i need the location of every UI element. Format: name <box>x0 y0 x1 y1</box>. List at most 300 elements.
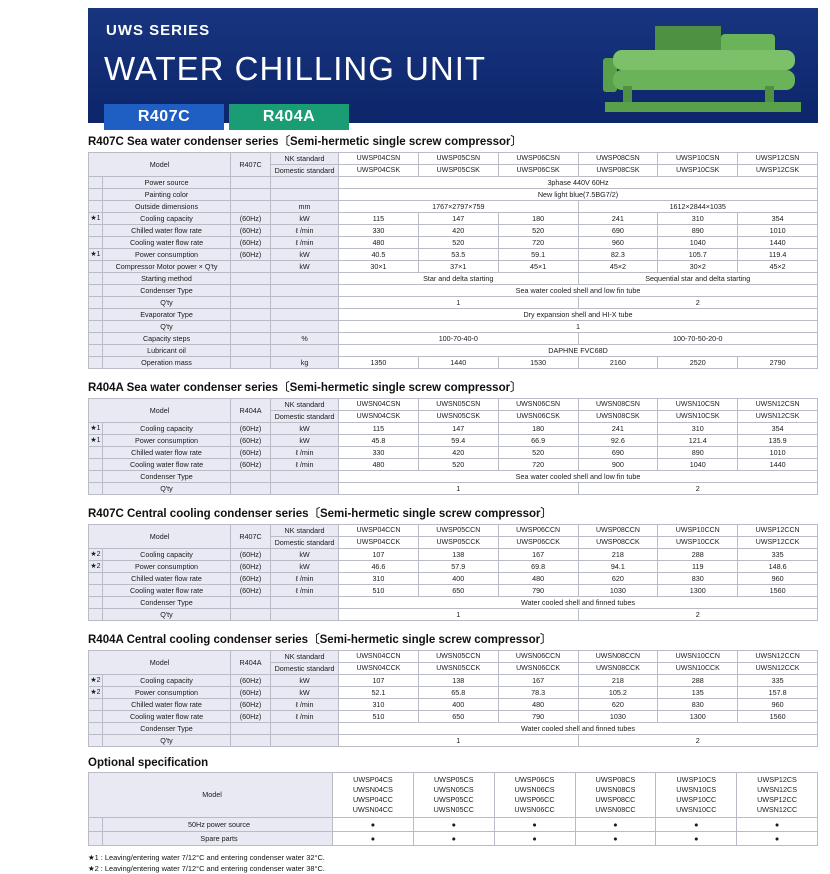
row-value: 480 <box>339 459 419 471</box>
table-row <box>89 249 818 261</box>
table-row <box>89 471 818 483</box>
row-value: 288 <box>658 675 738 687</box>
table-row <box>89 345 818 357</box>
model-code: UWSP08CCN <box>578 525 658 537</box>
row-unit: ℓ /min <box>271 225 339 237</box>
row-star: ★1 <box>89 213 103 225</box>
row-value: Sea water cooled shell and low fin tube <box>339 471 818 483</box>
row-value: 650 <box>418 585 498 597</box>
row-value: 1612×2844×1035 <box>578 201 817 213</box>
row-value: 520 <box>418 459 498 471</box>
row-frequency: (60Hz) <box>231 237 271 249</box>
row-value: 520 <box>418 237 498 249</box>
model-code: UWSP04CSN <box>339 153 419 165</box>
optional-model-codes: UWSP10CS UWSN10CS UWSP10CC UWSN10CC <box>656 773 737 818</box>
row-value: 119.4 <box>738 249 818 261</box>
row-star <box>89 321 103 333</box>
table-row <box>89 285 818 297</box>
row-frequency <box>231 309 271 321</box>
row-unit: kW <box>271 435 339 447</box>
row-star <box>89 597 103 609</box>
model-code: UWSP10CCK <box>658 537 738 549</box>
row-value: 66.9 <box>498 435 578 447</box>
section-title: R407C Central cooling condenser series〔Semi-hermetic single screw compressor〕 <box>88 508 553 520</box>
row-label: Power consumption <box>103 249 231 261</box>
row-star <box>89 471 103 483</box>
row-label: Condenser Type <box>103 285 231 297</box>
row-value: 790 <box>498 585 578 597</box>
row-value: 1560 <box>738 711 818 723</box>
model-code: UWSP05CCK <box>418 537 498 549</box>
row-value: 2520 <box>658 357 738 369</box>
optional-model-codes: UWSP04CS UWSN04CS UWSP04CC UWSN04CC <box>333 773 414 818</box>
row-label: Starting method <box>103 273 231 285</box>
refrigerant-header: R407C <box>231 153 271 177</box>
table-row <box>89 459 818 471</box>
row-value: 138 <box>418 675 498 687</box>
model-code: UWSP04CSK <box>339 165 419 177</box>
row-value: 65.8 <box>418 687 498 699</box>
row-value: 57.9 <box>418 561 498 573</box>
model-code: UWSP08CSK <box>578 165 658 177</box>
section-title: R407C Sea water condenser series〔Semi-hermetic single screw compressor〕 <box>88 136 523 148</box>
row-value: DAPHNE FVC68D <box>339 345 818 357</box>
table-row <box>89 561 818 573</box>
row-value: Dry expansion shell and HI-X tube <box>339 309 818 321</box>
model-code: UWSP12CSN <box>738 153 818 165</box>
row-star: ★1 <box>89 423 103 435</box>
row-frequency: (60Hz) <box>231 561 271 573</box>
optional-model-codes: UWSP12CS UWSN12CS UWSP12CC UWSN12CC <box>737 773 818 818</box>
row-value: 1530 <box>498 357 578 369</box>
model-code: UWSN06CSN <box>498 399 578 411</box>
row-unit: ℓ /min <box>271 459 339 471</box>
optional-model-codes: UWSP08CS UWSN08CS UWSP08CC UWSN08CC <box>575 773 656 818</box>
row-value: 1040 <box>658 237 738 249</box>
model-code: UWSP12CCK <box>738 537 818 549</box>
row-label: Q'ty <box>103 321 231 333</box>
row-value: 105.7 <box>658 249 738 261</box>
section-title: R404A Central cooling condenser series〔Semi-hermetic single screw compressor〕 <box>88 634 552 646</box>
chiller-unit-photo <box>597 24 812 139</box>
optional-row-star <box>89 818 103 832</box>
row-value: 310 <box>339 699 419 711</box>
model-code: UWSN12CSN <box>738 399 818 411</box>
table-row <box>89 153 818 165</box>
row-value: 119 <box>658 561 738 573</box>
row-frequency: (60Hz) <box>231 459 271 471</box>
model-header: Model <box>89 525 231 549</box>
row-frequency: (60Hz) <box>231 549 271 561</box>
row-value: 510 <box>339 585 419 597</box>
table-row <box>89 357 818 369</box>
optional-row-label: 50Hz power source <box>103 818 333 832</box>
model-code: UWSP05CSK <box>418 165 498 177</box>
model-code: UWSP10CSK <box>658 165 738 177</box>
row-value: 40.5 <box>339 249 419 261</box>
row-value: 138 <box>418 549 498 561</box>
row-unit: kW <box>271 249 339 261</box>
row-unit <box>271 189 339 201</box>
row-value: 960 <box>738 573 818 585</box>
row-value: 480 <box>339 237 419 249</box>
model-code: UWSP06CSN <box>498 153 578 165</box>
footnote-1: ★1 : Leaving/entering water 7/12°C and entering condenser water 32°C. <box>88 853 325 862</box>
row-star <box>89 309 103 321</box>
spec-table <box>88 524 818 621</box>
row-frequency: (60Hz) <box>231 675 271 687</box>
row-unit <box>271 285 339 297</box>
row-star <box>89 261 103 273</box>
row-value: 1010 <box>738 225 818 237</box>
refrigerant-header: R407C <box>231 525 271 549</box>
table-row <box>89 201 818 213</box>
row-frequency: (60Hz) <box>231 249 271 261</box>
row-unit: ℓ /min <box>271 711 339 723</box>
row-value: 1 <box>339 297 578 309</box>
row-value: 2 <box>578 297 817 309</box>
table-row <box>89 333 818 345</box>
row-value: 107 <box>339 675 419 687</box>
row-star <box>89 201 103 213</box>
row-star <box>89 573 103 585</box>
catalog-page <box>0 8 830 873</box>
row-frequency <box>231 189 271 201</box>
row-value: 46.6 <box>339 561 419 573</box>
model-code: UWSP08CCK <box>578 537 658 549</box>
table-row <box>89 309 818 321</box>
table-row <box>89 237 818 249</box>
model-code: UWSP12CCN <box>738 525 818 537</box>
row-unit <box>271 177 339 189</box>
table-row <box>89 213 818 225</box>
row-label: Q'ty <box>103 735 231 747</box>
row-value: 890 <box>658 447 738 459</box>
row-unit: kg <box>271 357 339 369</box>
row-value: 354 <box>738 423 818 435</box>
optional-availability-mark: ● <box>575 818 656 832</box>
row-label: Power source <box>103 177 231 189</box>
row-frequency <box>231 483 271 495</box>
row-value: 620 <box>578 573 658 585</box>
refrigerant-header: R404A <box>231 399 271 423</box>
row-value: 1300 <box>658 585 738 597</box>
row-label: Cooling capacity <box>103 213 231 225</box>
model-code: UWSN06CCN <box>498 651 578 663</box>
table-row <box>89 321 818 333</box>
model-code: UWSN05CCK <box>418 663 498 675</box>
row-star <box>89 483 103 495</box>
model-code: UWSP05CSN <box>418 153 498 165</box>
model-code: UWSN05CCN <box>418 651 498 663</box>
standard-label: NK standard <box>271 651 339 663</box>
row-value: 2 <box>578 483 817 495</box>
table-row <box>89 723 818 735</box>
spec-table <box>88 650 818 747</box>
row-value: 720 <box>498 459 578 471</box>
row-value: 330 <box>339 447 419 459</box>
row-frequency: (60Hz) <box>231 687 271 699</box>
table-row <box>89 818 818 832</box>
model-code: UWSN04CCK <box>339 663 419 675</box>
row-value: 2 <box>578 735 817 747</box>
model-code: UWSN08CCN <box>578 651 658 663</box>
row-value: 480 <box>498 573 578 585</box>
row-value: 121.4 <box>658 435 738 447</box>
row-value: 78.3 <box>498 687 578 699</box>
model-code: UWSN05CSN <box>418 399 498 411</box>
row-star: ★2 <box>89 561 103 573</box>
model-code: UWSP08CSN <box>578 153 658 165</box>
optional-availability-mark: ● <box>656 832 737 846</box>
model-code: UWSP12CSK <box>738 165 818 177</box>
row-label: Cooling water flow rate <box>103 711 231 723</box>
model-code: UWSN08CCK <box>578 663 658 675</box>
row-value: 115 <box>339 213 419 225</box>
model-code: UWSN12CCN <box>738 651 818 663</box>
row-value: 1440 <box>738 459 818 471</box>
row-frequency: (60Hz) <box>231 447 271 459</box>
row-value: Sequential star and delta starting <box>578 273 817 285</box>
row-value: 100-70-50-20-0 <box>578 333 817 345</box>
row-value: 690 <box>578 225 658 237</box>
table-row <box>89 651 818 663</box>
row-frequency: (60Hz) <box>231 225 271 237</box>
optional-availability-mark: ● <box>494 832 575 846</box>
row-label: Capacity steps <box>103 333 231 345</box>
standard-label: Domestic standard <box>271 165 339 177</box>
model-code: UWSP06CCN <box>498 525 578 537</box>
row-value: 420 <box>418 447 498 459</box>
row-unit <box>271 297 339 309</box>
row-star <box>89 333 103 345</box>
row-value: 59.4 <box>418 435 498 447</box>
table-row <box>89 832 818 846</box>
spec-section-1 <box>88 379 818 495</box>
row-value: 148.6 <box>738 561 818 573</box>
row-value: 218 <box>578 549 658 561</box>
model-code: UWSN04CSN <box>339 399 419 411</box>
row-unit: kW <box>271 213 339 225</box>
row-frequency: (60Hz) <box>231 435 271 447</box>
row-label: Q'ty <box>103 609 231 621</box>
table-row <box>89 675 818 687</box>
row-frequency <box>231 609 271 621</box>
optional-model-codes: UWSP05CS UWSN05CS UWSP05CC UWSN05CC <box>413 773 494 818</box>
row-value: 310 <box>658 423 738 435</box>
row-value: 167 <box>498 549 578 561</box>
model-code: UWSP06CCK <box>498 537 578 549</box>
row-unit <box>271 609 339 621</box>
model-header: Model <box>89 399 231 423</box>
row-value: 1040 <box>658 459 738 471</box>
row-value: 1010 <box>738 447 818 459</box>
row-value: 620 <box>578 699 658 711</box>
table-row <box>89 585 818 597</box>
row-frequency: (60Hz) <box>231 711 271 723</box>
row-value: 45.8 <box>339 435 419 447</box>
optional-availability-mark: ● <box>575 832 656 846</box>
row-value: 520 <box>498 447 578 459</box>
row-unit: mm <box>271 201 339 213</box>
model-code: UWSN10CCN <box>658 651 738 663</box>
row-value: 45×2 <box>578 261 658 273</box>
row-value: 1 <box>339 735 578 747</box>
row-star: ★1 <box>89 249 103 261</box>
row-value: 960 <box>738 699 818 711</box>
row-unit <box>271 597 339 609</box>
model-header: Model <box>89 153 231 177</box>
model-code: UWSP10CCN <box>658 525 738 537</box>
row-value: 157.8 <box>738 687 818 699</box>
row-value: 45×2 <box>738 261 818 273</box>
row-star <box>89 585 103 597</box>
row-frequency <box>231 471 271 483</box>
row-value: 310 <box>658 213 738 225</box>
model-code: UWSN10CSN <box>658 399 738 411</box>
row-frequency <box>231 597 271 609</box>
model-code: UWSN12CSK <box>738 411 818 423</box>
row-star: ★2 <box>89 549 103 561</box>
model-code: UWSN08CSK <box>578 411 658 423</box>
standard-label: NK standard <box>271 525 339 537</box>
row-label: Cooling water flow rate <box>103 237 231 249</box>
table-row <box>89 435 818 447</box>
table-row <box>89 609 818 621</box>
row-unit <box>271 345 339 357</box>
optional-availability-mark: ● <box>494 818 575 832</box>
series-label: UWS SERIES <box>106 22 211 39</box>
row-star: ★2 <box>89 675 103 687</box>
footnote-2: ★2 : Leaving/entering water 7/12°C and entering condenser water 38°C. <box>88 864 325 873</box>
row-value: 1300 <box>658 711 738 723</box>
optional-availability-mark: ● <box>656 818 737 832</box>
table-row <box>89 297 818 309</box>
optional-row-star <box>89 832 103 846</box>
row-value: 1767×2797×759 <box>339 201 578 213</box>
row-label: Cooling water flow rate <box>103 459 231 471</box>
model-code: UWSN04CCN <box>339 651 419 663</box>
row-frequency: (60Hz) <box>231 213 271 225</box>
row-label: Power consumption <box>103 435 231 447</box>
row-frequency: (60Hz) <box>231 423 271 435</box>
row-value: 400 <box>418 699 498 711</box>
row-value: 147 <box>418 423 498 435</box>
table-row <box>89 273 818 285</box>
model-code: UWSP04CCN <box>339 525 419 537</box>
row-unit: kW <box>271 261 339 273</box>
refrigerant-header: R404A <box>231 651 271 675</box>
table-row <box>89 597 818 609</box>
row-label: Power consumption <box>103 561 231 573</box>
row-frequency <box>231 321 271 333</box>
row-value: 400 <box>418 573 498 585</box>
row-unit <box>271 735 339 747</box>
table-row <box>89 189 818 201</box>
row-unit: % <box>271 333 339 345</box>
table-row <box>89 483 818 495</box>
row-star <box>89 723 103 735</box>
model-code: UWSP05CCN <box>418 525 498 537</box>
model-code: UWSP04CCK <box>339 537 419 549</box>
row-value: 690 <box>578 447 658 459</box>
row-value: 335 <box>738 675 818 687</box>
row-value: 59.1 <box>498 249 578 261</box>
row-value: 1 <box>339 321 818 333</box>
row-value: 135 <box>658 687 738 699</box>
table-row <box>89 735 818 747</box>
row-label: Condenser Type <box>103 723 231 735</box>
row-star <box>89 285 103 297</box>
row-label: Condenser Type <box>103 597 231 609</box>
model-code: UWSN10CSK <box>658 411 738 423</box>
row-star <box>89 609 103 621</box>
optional-title: Optional specification <box>88 757 209 769</box>
row-value: 2160 <box>578 357 658 369</box>
row-value: 890 <box>658 225 738 237</box>
row-label: Chilled water flow rate <box>103 447 231 459</box>
optional-availability-mark: ● <box>737 832 818 846</box>
optional-availability-mark: ● <box>737 818 818 832</box>
row-frequency <box>231 285 271 297</box>
row-label: Outside dimensions <box>103 201 231 213</box>
row-value: 69.8 <box>498 561 578 573</box>
row-label: Evaporator Type <box>103 309 231 321</box>
row-value: 1350 <box>339 357 419 369</box>
optional-availability-mark: ● <box>413 818 494 832</box>
row-value: 135.9 <box>738 435 818 447</box>
table-row <box>89 399 818 411</box>
table-row <box>89 773 818 818</box>
row-label: Q'ty <box>103 297 231 309</box>
row-label: Power consumption <box>103 687 231 699</box>
optional-availability-mark: ● <box>413 832 494 846</box>
row-unit <box>271 273 339 285</box>
row-frequency <box>231 201 271 213</box>
optional-availability-mark: ● <box>333 818 414 832</box>
footnotes <box>88 852 818 874</box>
row-label: Operation mass <box>103 357 231 369</box>
row-frequency: (60Hz) <box>231 699 271 711</box>
table-row <box>89 177 818 189</box>
tab-r404a[interactable]: R404A <box>229 104 349 130</box>
row-frequency <box>231 357 271 369</box>
row-value: 37×1 <box>418 261 498 273</box>
row-star <box>89 273 103 285</box>
standard-label: Domestic standard <box>271 663 339 675</box>
row-value: 354 <box>738 213 818 225</box>
row-value: 330 <box>339 225 419 237</box>
row-value: 241 <box>578 213 658 225</box>
row-value: New light blue(7.5BG7/2) <box>339 189 818 201</box>
row-star <box>89 177 103 189</box>
row-value: 790 <box>498 711 578 723</box>
model-code: UWSN06CSK <box>498 411 578 423</box>
tab-r407c[interactable]: R407C <box>104 104 224 130</box>
optional-availability-mark: ● <box>333 832 414 846</box>
row-value: 830 <box>658 573 738 585</box>
row-frequency <box>231 273 271 285</box>
row-value: 30×2 <box>658 261 738 273</box>
model-code: UWSN05CSK <box>418 411 498 423</box>
row-value: 105.2 <box>578 687 658 699</box>
row-label: Lubricant oil <box>103 345 231 357</box>
row-value: 720 <box>498 237 578 249</box>
optional-model-codes: UWSP06CS UWSN06CS UWSP06CC UWSN06CC <box>494 773 575 818</box>
row-value: 92.6 <box>578 435 658 447</box>
row-value: 167 <box>498 675 578 687</box>
row-value: 1030 <box>578 711 658 723</box>
